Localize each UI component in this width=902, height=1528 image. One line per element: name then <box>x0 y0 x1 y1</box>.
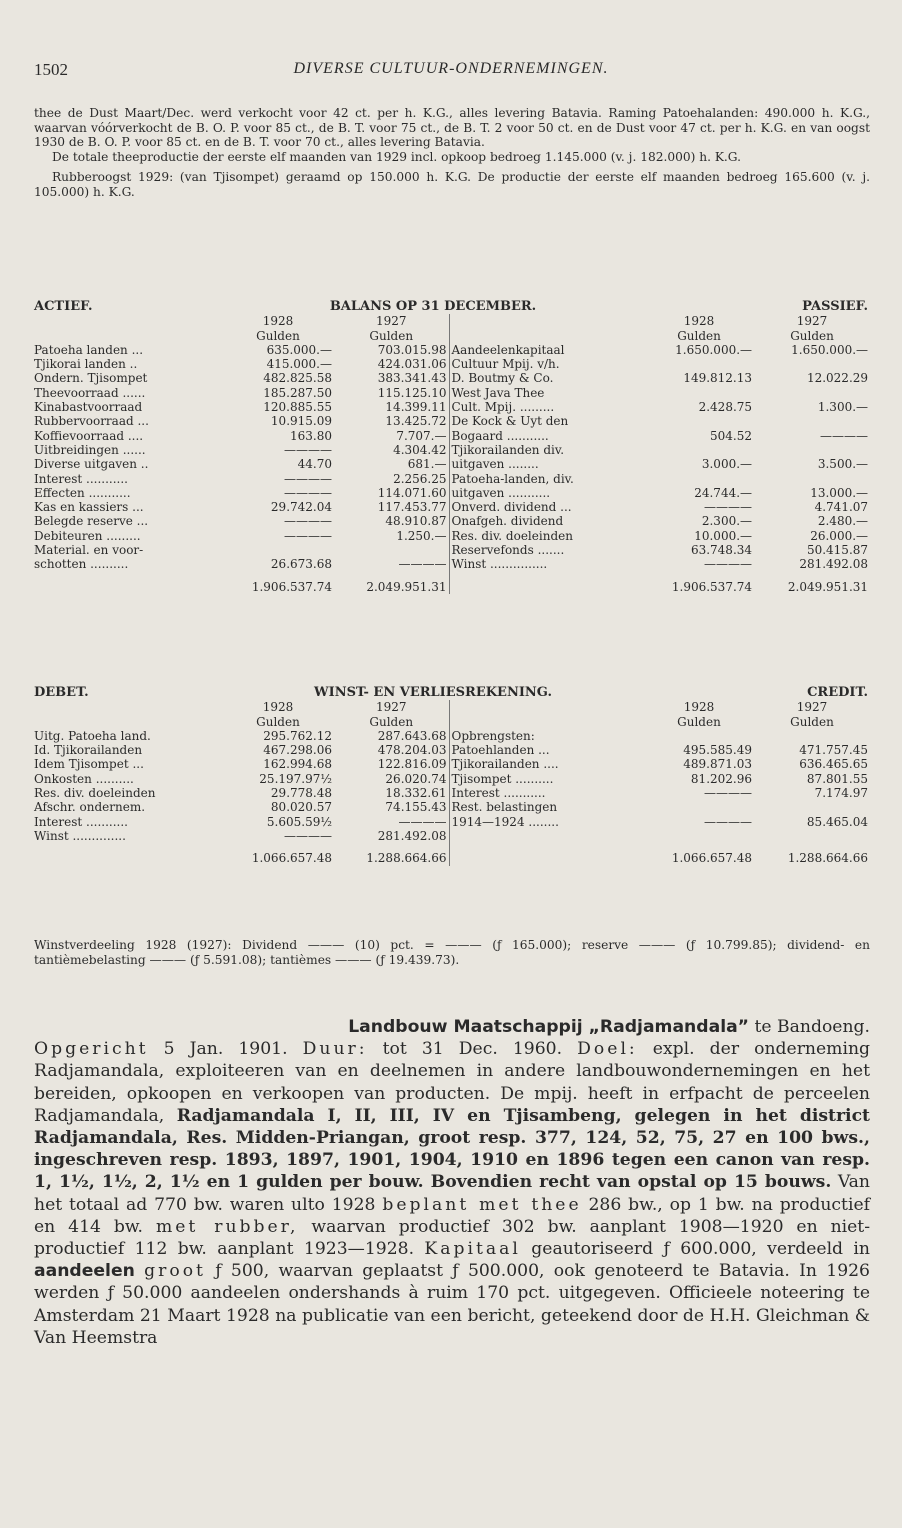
unit-row <box>32 715 870 729</box>
row-label-left: Uitg. Patoeha land. <box>34 728 151 743</box>
value-1928: 489.871.03 <box>683 757 752 772</box>
table-row <box>32 414 870 428</box>
value-1928: 25.197.97½ <box>259 771 332 786</box>
value-1927 <box>754 472 870 486</box>
value-1928: 185.287.50 <box>263 385 332 400</box>
table-heading-row <box>32 300 870 314</box>
value-1928: ———— <box>704 500 753 515</box>
value-1927: 424.031.06 <box>377 357 447 372</box>
value-1928: 504.52 <box>710 428 753 443</box>
value-1928: 295.762.12 <box>263 728 332 743</box>
value-1927 <box>754 729 870 743</box>
total-1928: 1.906.537.74 <box>251 579 332 594</box>
unit-label: Gulden <box>790 714 834 729</box>
value-1928 <box>644 414 754 428</box>
value-1928: 467.298.06 <box>263 743 332 758</box>
row-label-right: Cultuur Mpij. v/h. <box>449 357 644 371</box>
table-row <box>32 443 870 457</box>
table-row <box>32 557 870 571</box>
value-1927: 287.643.68 <box>377 728 447 743</box>
blank-cell <box>449 314 644 328</box>
value-1927: 478.204.03 <box>377 743 447 758</box>
row-label-left: Patoeha landen ... <box>34 342 144 357</box>
value-1927: 26.020.74 <box>385 771 447 786</box>
value-1927: 26.000.— <box>810 528 869 543</box>
year-row <box>32 314 870 328</box>
value-1927: ———— <box>398 557 447 572</box>
value-1928: 29.742.04 <box>270 500 332 515</box>
value-1927: 4.741.07 <box>814 500 869 515</box>
blank-cell <box>449 700 644 714</box>
value-1927 <box>754 443 870 457</box>
value-1927: 117.453.77 <box>377 500 447 515</box>
value-1927: 115.125.10 <box>377 385 447 400</box>
row-label-left: Ondern. Tjisompet <box>34 371 148 386</box>
value-1927 <box>754 414 870 428</box>
row-label-right: Onafgeh. dividend <box>449 514 644 528</box>
value-1928 <box>222 543 334 557</box>
row-label-left: Theevoorraad ...... <box>34 385 146 400</box>
year-label: 1927 <box>796 700 828 715</box>
value-1927: 13.000.— <box>810 485 869 500</box>
value-1927: 1.250.— <box>396 528 447 543</box>
value-1927: 13.425.72 <box>385 414 447 429</box>
row-label-right: Tjikorailanden div. <box>449 443 644 457</box>
row-label-right: Rest. belastingen <box>449 800 644 814</box>
unit-label: Gulden <box>256 714 300 729</box>
center-heading: BALANS OP 31 DECEMBER. <box>329 300 537 314</box>
year-label: 1928 <box>262 314 294 329</box>
row-label-right: Interest ........... <box>449 786 644 800</box>
left-heading: DEBET. <box>34 686 89 700</box>
company-paragraph: Opgericht 5 Jan. 1901. Duur: tot 31 Dec. 1960. Doel: expl. der onderneming Radjamandala, exploiteeren van en deelnemen in andere landbouwondernemingen en het bereiden, opkoopen en verkoopen van producten. De mpij. heeft in erfpacht de perceelen Radjamandala, Radjamandala I, II, III, IV en Tjisambeng, gelegen in het district Radjamandala, Res. Midden-Priangan, groot resp. 377, 124, 52, 75, 27 en 100 bws., ingeschreven resp. 1893, 1897, 1901, 1904, 1910 en 1896 tegen een canon van resp. 1, 1½, 1½, 2, 1½ en 1 gulden per bouw. Bovendien recht van opstal op 15 bouws. Van het totaal ad 770 bw. waren ulto 1928 beplant met thee 286 bw., op 1 bw. na productief en 414 bw. met rubber, waarvan productief 302 bw. aanplant 1908—1920 en niet-productief 112 bw. aanplant 1923—1928. Kapitaal geautoriseerd ƒ 600.000, verdeeld in aandeelen groot ƒ 500, waarvan geplaatst ƒ 500.000, ook genoteerd te Batavia. In 1926 werden ƒ 50.000 aandeelen ondershands à ruim 170 pct. uitgegeven. Officieele noteering te Amsterdam 21 Maart 1928 na publicatie van een bericht, geteekend door de H.H. Gleichman & Van Heemstra <box>34 1039 871 1348</box>
row-label-left: Rubbervoorraad ... <box>34 414 149 429</box>
row-label-right: uitgaven ........ <box>449 457 644 471</box>
value-1927: 48.910.87 <box>385 514 447 529</box>
value-1927 <box>754 800 870 814</box>
row-label-left: Uitbreidingen ...... <box>34 442 146 457</box>
row-label-left: schotten .......... <box>34 557 129 572</box>
year-label: 1927 <box>375 700 407 715</box>
row-label-right: De Kock & Uyt den <box>449 414 644 428</box>
value-1928: 149.812.13 <box>683 371 753 386</box>
value-1928: 635.000.— <box>266 342 332 357</box>
total-1928: 1.066.657.48 <box>671 851 752 866</box>
value-1928: ———— <box>284 442 332 457</box>
spacer <box>644 686 754 700</box>
value-1928: 26.673.68 <box>270 557 332 572</box>
table-row <box>32 429 870 443</box>
table-row <box>32 486 870 500</box>
value-1927 <box>334 543 449 557</box>
value-1928: 3.000.— <box>701 457 753 472</box>
table-row <box>32 743 870 757</box>
value-1927: 471.757.45 <box>799 743 868 758</box>
value-1928: 120.885.55 <box>263 400 332 415</box>
value-1928: 44.70 <box>297 457 332 472</box>
blank-cell <box>32 715 222 729</box>
row-label-left: Diverse uitgaven .. <box>34 457 149 472</box>
total-1928: 1.906.537.74 <box>671 579 753 594</box>
row-label-right: Bogaard ........... <box>449 429 644 443</box>
value-1927 <box>754 357 870 371</box>
value-1927: 1.300.— <box>817 400 869 415</box>
value-1928: 80.020.57 <box>270 800 332 815</box>
row-label-right: Winst ............... <box>449 557 644 571</box>
total-1928: 1.066.657.48 <box>251 851 332 866</box>
running-title: DIVERSE CULTUUR-ONDERNEMINGEN. <box>293 60 609 77</box>
row-label-left: Koffievoorraad .... <box>34 428 144 443</box>
value-1927: 281.492.08 <box>799 557 869 572</box>
value-1928: 29.778.48 <box>270 786 332 801</box>
value-1928: 5.605.59½ <box>266 814 332 829</box>
value-1927: 2.480.— <box>817 514 869 529</box>
row-label-left: Interest ........... <box>34 471 128 486</box>
page-number: 1502 <box>34 60 68 79</box>
value-1927: 681.— <box>407 457 447 472</box>
unit-label: Gulden <box>256 328 300 343</box>
profit-distribution-note: Winstverdeeling 1928 (1927): Dividend ——— (10) pct. = ——— (ƒ 165.000); reserve ——— (ƒ 10.799.85); dividend- en tantièmebelasting ——— (ƒ 5.591.08); tantièmes ——— (ƒ 19.439.73). <box>34 938 870 967</box>
row-label-right: Aandeelenkapitaal <box>449 343 644 357</box>
table-row <box>32 543 870 557</box>
row-label-right: Tjikorailanden .... <box>449 757 644 771</box>
value-1927: 50.415.87 <box>806 543 869 558</box>
value-1928: 415.000.— <box>266 357 332 372</box>
intro-paragraph: thee de Dust Maart/Dec. werd verkocht voor 42 ct. per h. K.G., alles levering Batavia. Raming Patoehalanden: 490.000 h. K.G., waarvan vóórverkocht de B. O. P. voor 85 ct., de B. T. voor 75 ct., de B. T. 2 voor 50 ct. en de Dust voor 47 ct. per h. K.G. en van oogst 1930 de B. O. P. voor 85 ct. en de B. T. voor 70 ct., alles levering Batavia. <box>34 106 870 149</box>
row-label-right <box>449 829 644 843</box>
value-1927: 636.465.65 <box>799 757 868 772</box>
row-label-right: Tjisompet .......... <box>449 772 644 786</box>
value-1927: 122.816.09 <box>377 757 447 772</box>
table-row <box>32 815 870 829</box>
value-1927: 7.174.97 <box>814 786 868 801</box>
value-1928 <box>644 443 754 457</box>
profit-loss-table <box>32 686 870 866</box>
blank-cell <box>449 572 644 594</box>
table-row <box>32 729 870 743</box>
row-label-left: Idem Tjisompet ... <box>34 757 144 772</box>
table-row <box>32 371 870 385</box>
value-1928 <box>644 386 754 400</box>
year-label: 1928 <box>683 700 715 715</box>
total-1927: 2.049.951.31 <box>366 579 447 594</box>
value-1927: 18.332.61 <box>385 786 447 801</box>
row-label-right: Patoehlanden ... <box>449 743 644 757</box>
total-1927: 2.049.951.31 <box>787 579 869 594</box>
value-1927: 85.465.04 <box>806 814 868 829</box>
table-row <box>32 500 870 514</box>
row-label-right: Onverd. dividend ... <box>449 500 644 514</box>
value-1928: 162.994.68 <box>263 757 332 772</box>
blank-cell <box>32 329 222 343</box>
row-label-left: Tjikorai landen .. <box>34 357 138 372</box>
total-1927: 1.288.664.66 <box>366 851 447 866</box>
value-1928: ———— <box>284 828 332 843</box>
value-1928: ———— <box>704 814 752 829</box>
table-row <box>32 829 870 843</box>
value-1928: 1.650.000.— <box>675 342 753 357</box>
value-1928: 24.744.— <box>694 485 753 500</box>
blank-cell <box>449 329 644 343</box>
total-row <box>32 572 870 594</box>
year-label: 1928 <box>262 700 294 715</box>
value-1927: 14.399.11 <box>385 400 447 415</box>
table-row <box>32 757 870 771</box>
row-label-left: Kinabastvoorraad <box>34 400 143 415</box>
value-1928 <box>644 800 754 814</box>
row-label-right: Cult. Mpij. ......... <box>449 400 644 414</box>
value-1927: 703.015.98 <box>377 342 447 357</box>
intro-text <box>34 106 870 199</box>
value-1927 <box>754 386 870 400</box>
row-label-left: Onkosten .......... <box>34 771 134 786</box>
row-label-right: uitgaven ........... <box>449 486 644 500</box>
value-1928: 482.825.58 <box>263 371 332 386</box>
table-row <box>32 800 870 814</box>
value-1927: ———— <box>820 428 869 443</box>
total-row <box>32 843 870 865</box>
value-1928: 10.915.09 <box>270 414 332 429</box>
year-label: 1927 <box>375 314 407 329</box>
value-1927: ———— <box>398 814 447 829</box>
value-1928 <box>644 357 754 371</box>
unit-row <box>32 329 870 343</box>
row-label-left: Id. Tjikorailanden <box>34 743 143 758</box>
blank-cell <box>32 572 222 594</box>
table-row <box>32 514 870 528</box>
unit-label: Gulden <box>369 328 414 343</box>
value-1928: 81.202.96 <box>690 771 752 786</box>
value-1928 <box>644 729 754 743</box>
balance-sheet-table <box>32 300 870 594</box>
intro-paragraph: De totale theeproductie der eerste elf maanden van 1929 incl. opkoop bedroeg 1.145.000 (v. j. 182.000) h. K.G. <box>52 149 741 164</box>
row-label-left: Res. div. doeleinden <box>34 786 156 801</box>
value-1928: ———— <box>704 786 752 801</box>
table-row <box>32 343 870 357</box>
row-label-right: D. Boutmy & Co. <box>449 371 644 385</box>
value-1927: 12.022.29 <box>806 371 869 386</box>
value-1928: ———— <box>284 514 332 529</box>
row-label-right: Patoeha-landen, div. <box>449 472 644 486</box>
unit-label: Gulden <box>677 328 721 343</box>
total-1927: 1.288.664.66 <box>787 851 868 866</box>
year-label: 1927 <box>796 314 828 329</box>
company-place: te Bandoeng. <box>754 1017 870 1037</box>
table-row <box>32 772 870 786</box>
value-1928: 63.748.34 <box>690 543 753 558</box>
row-label-left: Winst .............. <box>34 828 126 843</box>
page-header <box>34 60 868 84</box>
table-row <box>32 386 870 400</box>
table-row <box>32 529 870 543</box>
row-label-left: Belegde reserve ... <box>34 514 149 529</box>
row-label-right: Reservefonds ....... <box>449 543 644 557</box>
table-row <box>32 472 870 486</box>
year-label: 1928 <box>683 314 715 329</box>
blank-cell <box>32 843 222 865</box>
row-label-right: 1914—1924 ........ <box>449 815 644 829</box>
value-1928: ———— <box>284 528 332 543</box>
value-1927: 114.071.60 <box>377 485 447 500</box>
blank-cell <box>32 700 222 714</box>
value-1928: 2.300.— <box>701 514 753 529</box>
blank-cell <box>449 715 644 729</box>
blank-cell <box>449 843 644 865</box>
table-row <box>32 457 870 471</box>
row-label-left: Effecten ........... <box>34 485 131 500</box>
right-heading: CREDIT. <box>807 686 868 700</box>
value-1928: ———— <box>284 471 332 486</box>
value-1928: ———— <box>704 557 753 572</box>
unit-label: Gulden <box>677 714 721 729</box>
row-label-left: Material. en voor- <box>34 543 144 558</box>
table-heading-row <box>32 686 870 700</box>
row-label-right: Opbrengsten: <box>449 729 644 743</box>
company-description <box>34 1016 870 1349</box>
value-1928 <box>644 472 754 486</box>
value-1927: 383.341.43 <box>377 371 447 386</box>
unit-label: Gulden <box>790 328 834 343</box>
left-heading: ACTIEF. <box>34 300 93 314</box>
spacer <box>644 300 754 314</box>
row-label-right: Res. div. doeleinden <box>449 529 644 543</box>
value-1927: 74.155.43 <box>385 800 447 815</box>
row-label-right: West Java Thee <box>449 386 644 400</box>
value-1928: ———— <box>284 485 332 500</box>
row-label-left: Afschr. ondernem. <box>34 800 146 815</box>
value-1928: 10.000.— <box>694 528 753 543</box>
table-row <box>32 357 870 371</box>
company-name: Landbouw Maatschappij „Radjamandala” <box>348 1017 749 1037</box>
value-1927: 1.650.000.— <box>791 342 869 357</box>
value-1927: 2.256.25 <box>393 471 447 486</box>
value-1928 <box>644 829 754 843</box>
year-row <box>32 700 870 714</box>
value-1927: 7.707.— <box>396 428 447 443</box>
value-1927: 3.500.— <box>817 457 869 472</box>
value-1928: 2.428.75 <box>698 400 753 415</box>
value-1928: 163.80 <box>290 428 332 443</box>
value-1928: 495.585.49 <box>683 743 752 758</box>
value-1927 <box>754 829 870 843</box>
row-label-left: Kas en kassiers ... <box>34 500 144 515</box>
intro-paragraph: Rubberoogst 1929: (van Tjisompet) geraamd op 150.000 h. K.G. De productie der eerste elf maanden bedroeg 165.600 (v. j. 105.000) h. K.G. <box>34 170 870 199</box>
value-1927: 4.304.42 <box>393 442 447 457</box>
center-heading: WINST- EN VERLIESREKENING. <box>314 686 552 700</box>
blank-cell <box>32 314 222 328</box>
company-title-line <box>34 1016 870 1038</box>
value-1927: 281.492.08 <box>377 828 447 843</box>
unit-label: Gulden <box>369 714 414 729</box>
row-label-left: Debiteuren ......... <box>34 528 141 543</box>
table-row <box>32 400 870 414</box>
row-label-left: Interest ........... <box>34 814 128 829</box>
right-heading: PASSIEF. <box>802 300 869 314</box>
table-row <box>32 786 870 800</box>
value-1927: 87.801.55 <box>806 771 868 786</box>
